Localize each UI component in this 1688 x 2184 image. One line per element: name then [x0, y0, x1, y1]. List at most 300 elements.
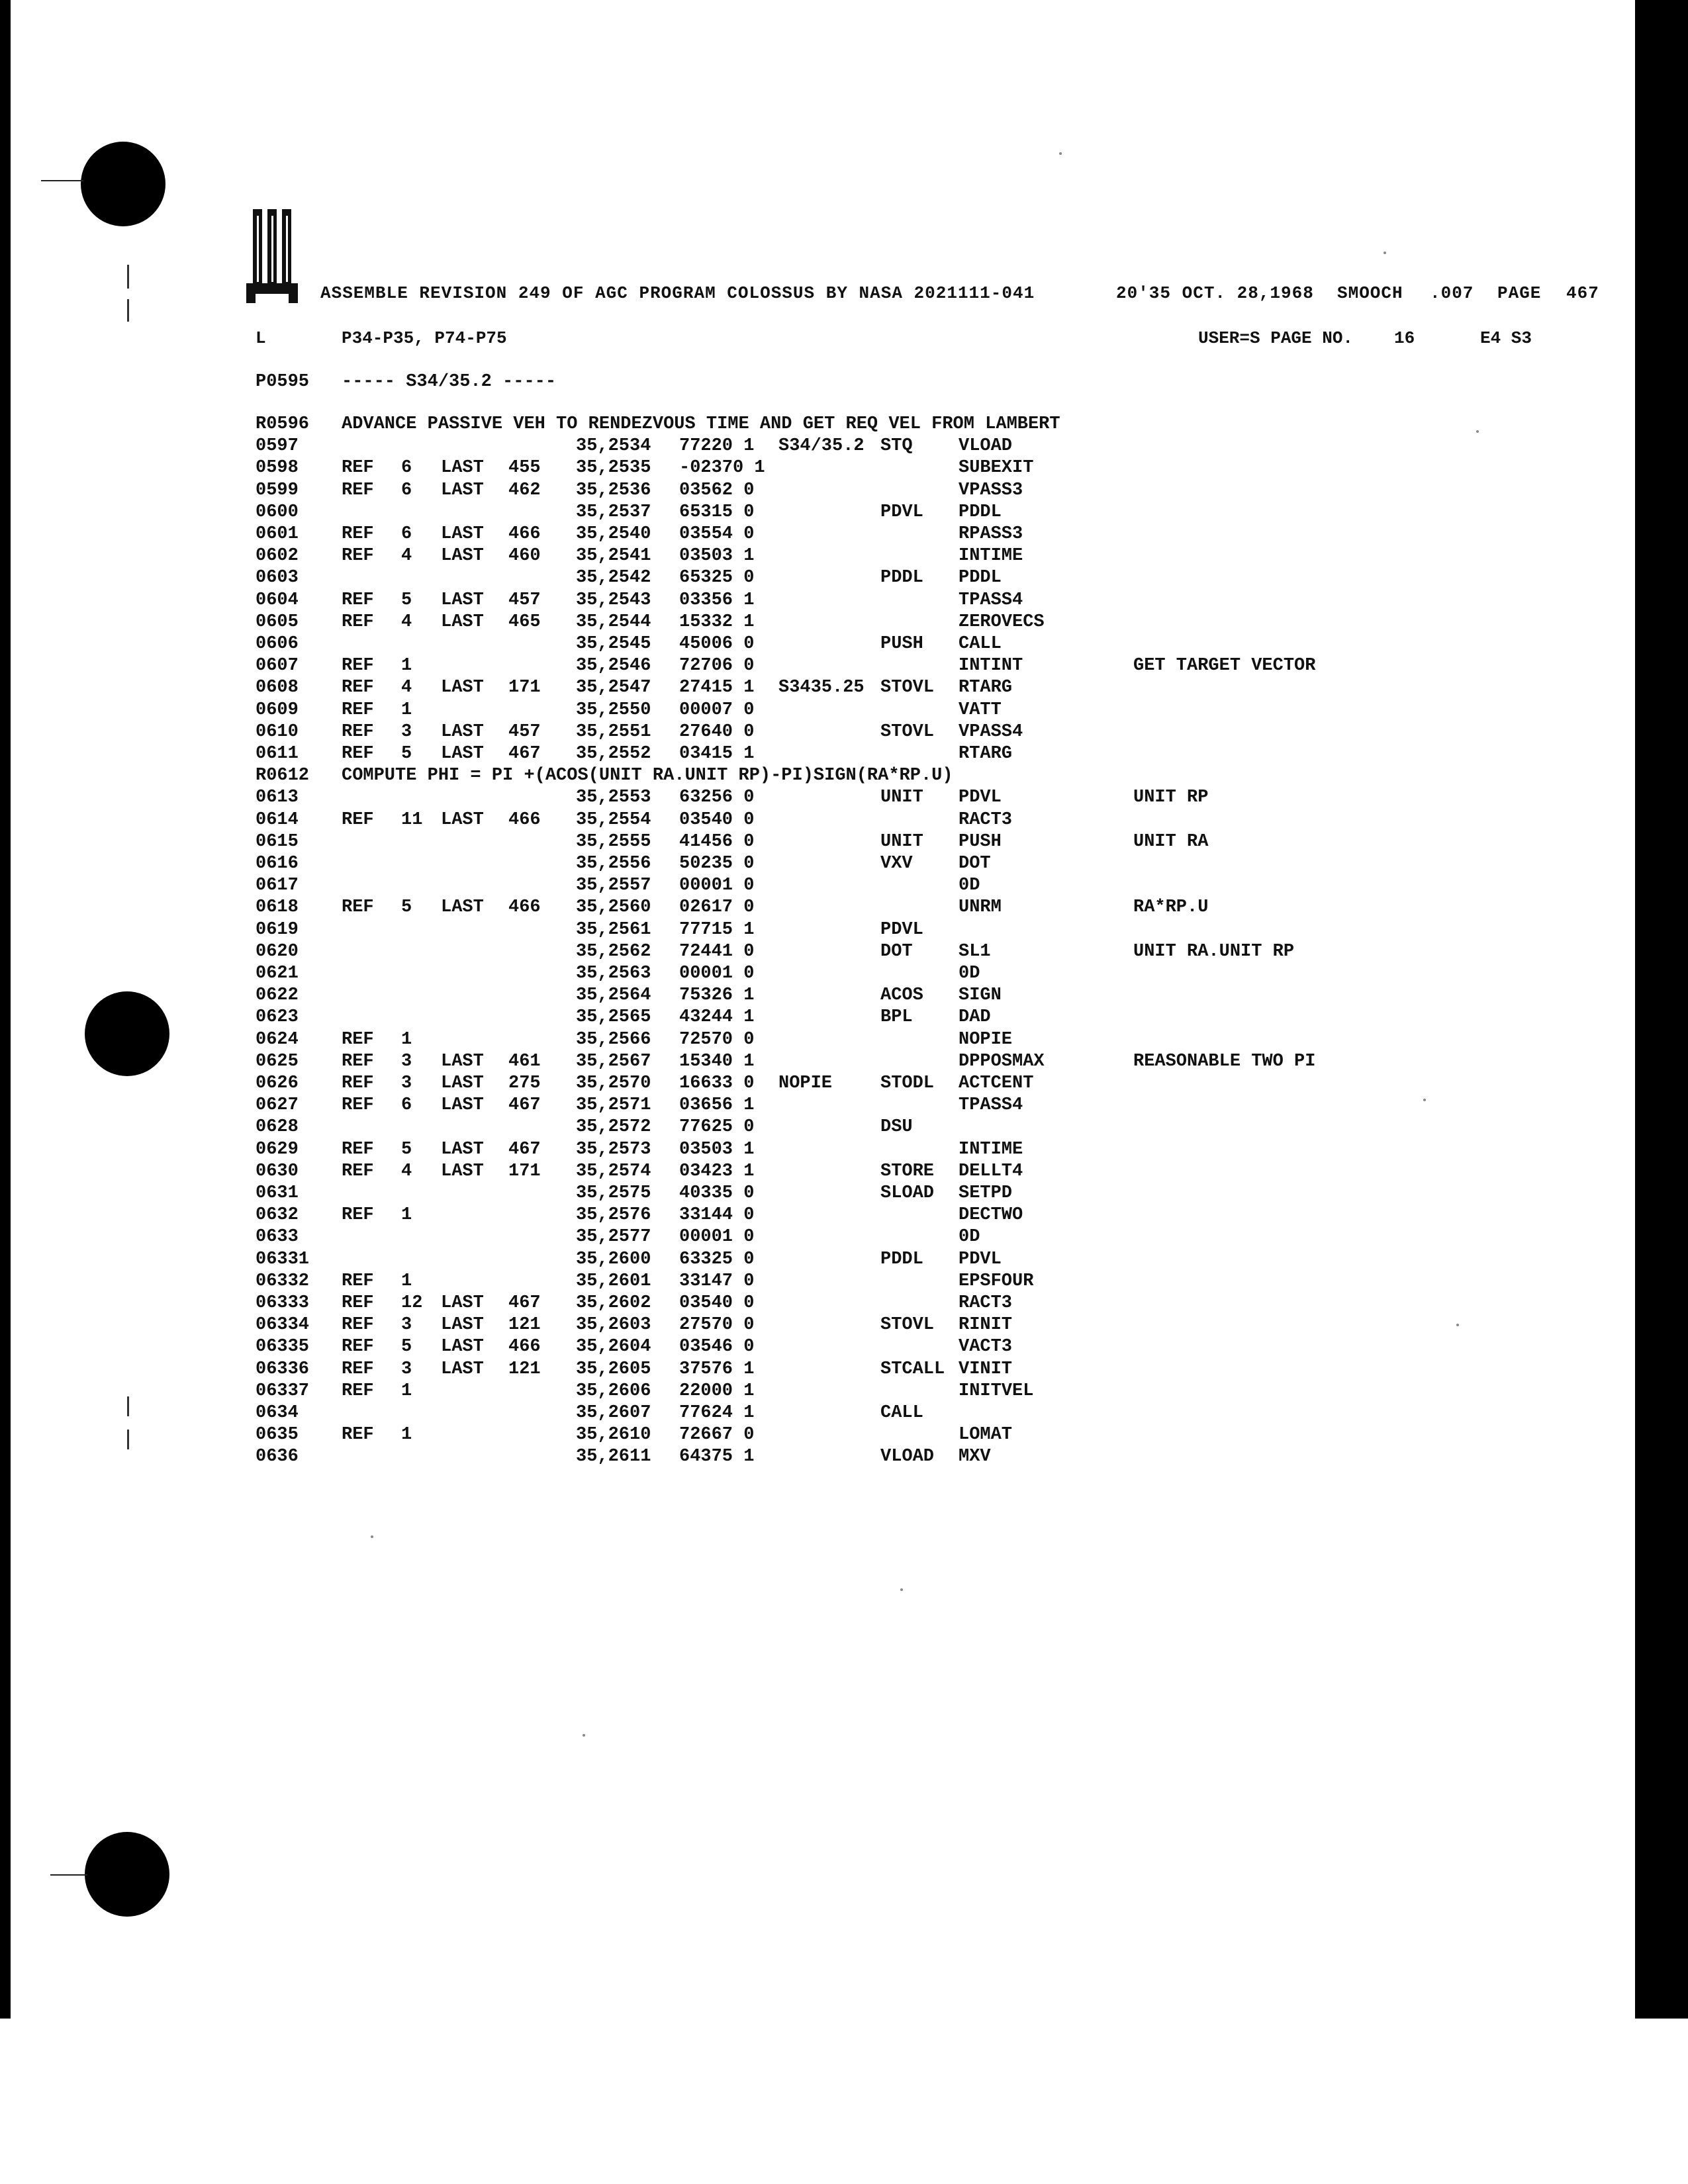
address: 35,2611	[576, 1447, 651, 1467]
address: 35,2604	[576, 1337, 651, 1357]
ref-tag: REF	[342, 678, 374, 698]
ref-count: 6	[401, 458, 412, 478]
ref-count: 1	[401, 700, 412, 720]
address: 35,2606	[576, 1381, 651, 1401]
ref-tag: REF	[342, 1381, 374, 1401]
operand: LOMAT	[959, 1425, 1013, 1445]
address: 35,2564	[576, 985, 651, 1005]
operand: DOT	[959, 854, 991, 874]
octal-code: 03423 1	[679, 1161, 755, 1181]
address: 35,2543	[576, 590, 651, 610]
subheader-line-number: P0595	[256, 372, 310, 392]
operand: INTIME	[959, 546, 1023, 566]
user-page-label: USER=S PAGE NO.	[1198, 328, 1354, 348]
address: 35,2544	[576, 612, 651, 632]
last-tag: LAST	[441, 480, 484, 500]
address: 35,2571	[576, 1095, 651, 1115]
user-page-number: 16	[1394, 328, 1415, 348]
ref-count: 3	[401, 1052, 412, 1071]
ref-count: 4	[401, 612, 412, 632]
statement-label: S34/35.2	[778, 436, 865, 456]
octal-code: 03656 1	[679, 1095, 755, 1115]
line-number: 0613	[256, 788, 299, 807]
address: 35,2567	[576, 1052, 651, 1071]
address: 35,2540	[576, 524, 651, 544]
line-number: 0618	[256, 897, 299, 917]
ref-count: 1	[401, 1271, 412, 1291]
octal-code: 37576 1	[679, 1359, 755, 1379]
ref-tag: REF	[342, 1205, 374, 1225]
opcode: PUSH	[880, 634, 923, 654]
last-page: 467	[508, 1293, 541, 1313]
operand: ZEROVECS	[959, 612, 1045, 632]
line-number: 0621	[256, 964, 299, 983]
line-number: 0607	[256, 656, 299, 676]
ref-count: 6	[401, 480, 412, 500]
ref-count: 5	[401, 897, 412, 917]
line-number: 0600	[256, 502, 299, 522]
comment: COMPUTE PHI = PI +(ACOS(UNIT RA.UNIT RP)-PI)SIGN(RA*RP.U)	[342, 766, 953, 786]
comment: ADVANCE PASSIVE VEH TO RENDEZVOUS TIME AND GET REQ VEL FROM LAMBERT	[342, 414, 1060, 434]
address: 35,2534	[576, 436, 651, 456]
ref-count: 1	[401, 1425, 412, 1445]
octal-code: 00001 0	[679, 1227, 755, 1247]
line-number: 0601	[256, 524, 299, 544]
line-number: 0610	[256, 722, 299, 742]
line-number: 0636	[256, 1447, 299, 1467]
octal-code: 03562 0	[679, 480, 755, 500]
address: 35,2577	[576, 1227, 651, 1247]
last-page: 467	[508, 1140, 541, 1160]
line-number: 0627	[256, 1095, 299, 1115]
line-number: 0629	[256, 1140, 299, 1160]
address: 35,2550	[576, 700, 651, 720]
address: 35,2535	[576, 458, 651, 478]
last-tag: LAST	[441, 1293, 484, 1313]
address: 35,2541	[576, 546, 651, 566]
last-page: 171	[508, 678, 541, 698]
line-number: 06332	[256, 1271, 310, 1291]
octal-code: 72667 0	[679, 1425, 755, 1445]
punch-hole-bottom	[85, 1832, 169, 1917]
ref-count: 6	[401, 1095, 412, 1115]
section-title: P34-P35, P74-P75	[342, 328, 507, 348]
address: 35,2551	[576, 722, 651, 742]
last-tag: LAST	[441, 590, 484, 610]
opcode: STOVL	[880, 678, 935, 698]
line-number: 0632	[256, 1205, 299, 1225]
line-number: 06334	[256, 1315, 310, 1335]
address: 35,2572	[576, 1117, 651, 1137]
ref-tag: REF	[342, 1161, 374, 1181]
line-number: 06331	[256, 1250, 310, 1269]
ref-tag: REF	[342, 722, 374, 742]
last-tag: LAST	[441, 1161, 484, 1181]
operand: SIGN	[959, 985, 1002, 1005]
address: 35,2552	[576, 744, 651, 764]
line-number: R0612	[256, 766, 310, 786]
operand: RACT3	[959, 810, 1013, 830]
address: 35,2573	[576, 1140, 651, 1160]
octal-code: 22000 1	[679, 1381, 755, 1401]
comment: RA*RP.U	[1133, 897, 1209, 917]
address: 35,2556	[576, 854, 651, 874]
comment: UNIT RA.UNIT RP	[1133, 942, 1295, 962]
address: 35,2576	[576, 1205, 651, 1225]
ref-count: 5	[401, 590, 412, 610]
operand: 0D	[959, 1227, 980, 1247]
page-label: PAGE	[1497, 283, 1542, 303]
address: 35,2575	[576, 1183, 651, 1203]
punch-hole-top-mark	[41, 180, 83, 181]
octal-code: 03503 1	[679, 1140, 755, 1160]
last-tag: LAST	[441, 744, 484, 764]
octal-code: 15332 1	[679, 612, 755, 632]
comment: UNIT RP	[1133, 788, 1209, 807]
opcode: DSU	[880, 1117, 913, 1137]
address: 35,2600	[576, 1250, 651, 1269]
operand: RINIT	[959, 1315, 1013, 1335]
operand: DELLT4	[959, 1161, 1023, 1181]
printer-logo-icon	[244, 206, 303, 306]
line-number: 0634	[256, 1403, 299, 1423]
operand: CALL	[959, 634, 1002, 654]
opcode: PDVL	[880, 920, 923, 940]
ref-count: 12	[401, 1293, 423, 1313]
listing-marker: L	[256, 328, 266, 348]
operand: NOPIE	[959, 1030, 1013, 1050]
scan-speck	[1059, 152, 1062, 155]
address: 35,2574	[576, 1161, 651, 1181]
octal-code: 77624 1	[679, 1403, 755, 1423]
margin-mark	[127, 1396, 129, 1416]
last-page: 457	[508, 590, 541, 610]
e4-s3-tag: E4 S3	[1480, 328, 1532, 348]
address: 35,2563	[576, 964, 651, 983]
ref-count: 1	[401, 1381, 412, 1401]
operand: RTARG	[959, 744, 1013, 764]
last-tag: LAST	[441, 1095, 484, 1115]
operand: RTARG	[959, 678, 1013, 698]
ref-tag: REF	[342, 480, 374, 500]
octal-code: 15340 1	[679, 1052, 755, 1071]
line-number: 0635	[256, 1425, 299, 1445]
last-page: 461	[508, 1052, 541, 1071]
operand: INTIME	[959, 1140, 1023, 1160]
operand: DAD	[959, 1007, 991, 1027]
assembly-version: .007	[1430, 283, 1474, 303]
last-tag: LAST	[441, 1337, 484, 1357]
line-number: 0624	[256, 1030, 299, 1050]
operand: VINIT	[959, 1359, 1013, 1379]
opcode: UNIT	[880, 788, 923, 807]
octal-code: 03503 1	[679, 546, 755, 566]
last-page: 121	[508, 1315, 541, 1335]
address: 35,2570	[576, 1073, 651, 1093]
subheader-label: ----- S34/35.2 -----	[342, 372, 557, 392]
ref-count: 6	[401, 524, 412, 544]
ref-tag: REF	[342, 897, 374, 917]
line-number: 0599	[256, 480, 299, 500]
line-number: 0608	[256, 678, 299, 698]
line-number: 0623	[256, 1007, 299, 1027]
ref-tag: REF	[342, 1073, 374, 1093]
octal-code: 45006 0	[679, 634, 755, 654]
ref-count: 3	[401, 1315, 412, 1335]
address: 35,2562	[576, 942, 651, 962]
ref-tag: REF	[342, 1271, 374, 1291]
last-page: 466	[508, 897, 541, 917]
ref-tag: REF	[342, 656, 374, 676]
address: 35,2553	[576, 788, 651, 807]
scan-speck	[583, 1734, 585, 1737]
statement-label: S3435.25	[778, 678, 865, 698]
last-tag: LAST	[441, 722, 484, 742]
comment: GET TARGET VECTOR	[1133, 656, 1316, 676]
last-tag: LAST	[441, 1052, 484, 1071]
operand: PUSH	[959, 832, 1002, 852]
octal-code: 03415 1	[679, 744, 755, 764]
address: 35,2555	[576, 832, 651, 852]
operand: ACTCENT	[959, 1073, 1034, 1093]
line-number: 0605	[256, 612, 299, 632]
last-page: 466	[508, 810, 541, 830]
operand: 0D	[959, 964, 980, 983]
operand: EPSFOUR	[959, 1271, 1034, 1291]
punch-hole-middle	[85, 991, 169, 1076]
address: 35,2561	[576, 920, 651, 940]
octal-code: 03546 0	[679, 1337, 755, 1357]
line-number: 0615	[256, 832, 299, 852]
last-tag: LAST	[441, 546, 484, 566]
line-number: 0597	[256, 436, 299, 456]
line-number: 0619	[256, 920, 299, 940]
line-number: 0604	[256, 590, 299, 610]
octal-code: 27570 0	[679, 1315, 755, 1335]
line-number: 0614	[256, 810, 299, 830]
ref-count: 11	[401, 810, 423, 830]
ref-count: 3	[401, 722, 412, 742]
opcode: STOVL	[880, 1315, 935, 1335]
opcode: SLOAD	[880, 1183, 935, 1203]
last-tag: LAST	[441, 1140, 484, 1160]
ref-tag: REF	[342, 612, 374, 632]
operand: TPASS4	[959, 1095, 1023, 1115]
octal-code: 27640 0	[679, 722, 755, 742]
octal-code: 33147 0	[679, 1271, 755, 1291]
ref-tag: REF	[342, 524, 374, 544]
address: 35,2547	[576, 678, 651, 698]
ref-count: 1	[401, 656, 412, 676]
address: 35,2566	[576, 1030, 651, 1050]
octal-code: 40335 0	[679, 1183, 755, 1203]
scan-speck	[900, 1588, 903, 1591]
operand: VPASS4	[959, 722, 1023, 742]
operand: UNRM	[959, 897, 1002, 917]
opcode: BPL	[880, 1007, 913, 1027]
opcode: STOVL	[880, 722, 935, 742]
scan-speck	[1456, 1324, 1459, 1326]
ref-tag: REF	[342, 1293, 374, 1313]
address: 35,2607	[576, 1403, 651, 1423]
last-page: 457	[508, 722, 541, 742]
opcode: VXV	[880, 854, 913, 874]
assembly-title: ASSEMBLE REVISION 249 OF AGC PROGRAM COLOSSUS BY NASA 2021111-041	[320, 283, 1035, 303]
octal-code: 02617 0	[679, 897, 755, 917]
opcode: STCALL	[880, 1359, 945, 1379]
address: 35,2536	[576, 480, 651, 500]
address: 35,2605	[576, 1359, 651, 1379]
last-page: 466	[508, 524, 541, 544]
ref-tag: REF	[342, 1359, 374, 1379]
ref-count: 3	[401, 1073, 412, 1093]
address: 35,2546	[576, 656, 651, 676]
line-number: R0596	[256, 414, 310, 434]
operand: RACT3	[959, 1293, 1013, 1313]
ref-count: 1	[401, 1030, 412, 1050]
ref-tag: REF	[342, 1052, 374, 1071]
scan-speck	[371, 1535, 373, 1538]
line-number: 0616	[256, 854, 299, 874]
ref-tag: REF	[342, 810, 374, 830]
last-tag: LAST	[441, 897, 484, 917]
operand: TPASS4	[959, 590, 1023, 610]
page-number: 467	[1566, 283, 1599, 303]
octal-code: 43244 1	[679, 1007, 755, 1027]
operand: PDDL	[959, 502, 1002, 522]
comment: REASONABLE TWO PI	[1133, 1052, 1316, 1071]
operand: DECTWO	[959, 1205, 1023, 1225]
address: 35,2602	[576, 1293, 651, 1313]
octal-code: 00007 0	[679, 700, 755, 720]
last-page: 171	[508, 1161, 541, 1181]
line-number: 0611	[256, 744, 299, 764]
address: 35,2610	[576, 1425, 651, 1445]
line-number: 06333	[256, 1293, 310, 1313]
ref-tag: REF	[342, 546, 374, 566]
line-number: 06337	[256, 1381, 310, 1401]
address: 35,2601	[576, 1271, 651, 1291]
assembly-user: SMOOCH	[1337, 283, 1403, 303]
ref-count: 4	[401, 1161, 412, 1181]
assembly-datetime: 20'35 OCT. 28,1968	[1116, 283, 1314, 303]
ref-count: 4	[401, 546, 412, 566]
octal-code: 03540 0	[679, 1293, 755, 1313]
address: 35,2560	[576, 897, 651, 917]
line-number: 06336	[256, 1359, 310, 1379]
last-page: 121	[508, 1359, 541, 1379]
operand: 0D	[959, 876, 980, 895]
octal-code: 77715 1	[679, 920, 755, 940]
operand: SUBEXIT	[959, 458, 1034, 478]
line-number: 0631	[256, 1183, 299, 1203]
last-page: 465	[508, 612, 541, 632]
ref-count: 4	[401, 678, 412, 698]
last-tag: LAST	[441, 810, 484, 830]
ref-tag: REF	[342, 700, 374, 720]
ref-tag: REF	[342, 744, 374, 764]
opcode: STODL	[880, 1073, 935, 1093]
octal-code: 63325 0	[679, 1250, 755, 1269]
punch-hole-top	[81, 142, 165, 226]
octal-code: 77625 0	[679, 1117, 755, 1137]
ref-tag: REF	[342, 590, 374, 610]
line-number: 0617	[256, 876, 299, 895]
line-number: 0622	[256, 985, 299, 1005]
last-page: 275	[508, 1073, 541, 1093]
last-tag: LAST	[441, 458, 484, 478]
address: 35,2542	[576, 568, 651, 588]
opcode: PDVL	[880, 502, 923, 522]
octal-code: 77220 1	[679, 436, 755, 456]
ref-count: 5	[401, 1140, 412, 1160]
opcode: PDDL	[880, 1250, 923, 1269]
operand: PDVL	[959, 788, 1002, 807]
octal-code: 50235 0	[679, 854, 755, 874]
opcode: VLOAD	[880, 1447, 935, 1467]
opcode: CALL	[880, 1403, 923, 1423]
line-number: 06335	[256, 1337, 310, 1357]
operand: INTINT	[959, 656, 1023, 676]
scan-speck	[1383, 251, 1386, 254]
ref-tag: REF	[342, 1140, 374, 1160]
operand: RPASS3	[959, 524, 1023, 544]
line-number: 0630	[256, 1161, 299, 1181]
comment: UNIT RA	[1133, 832, 1209, 852]
last-page: 455	[508, 458, 541, 478]
octal-code: 41456 0	[679, 832, 755, 852]
operand: VATT	[959, 700, 1002, 720]
opcode: DOT	[880, 942, 913, 962]
line-number: 0602	[256, 546, 299, 566]
octal-code: 72706 0	[679, 656, 755, 676]
address: 35,2565	[576, 1007, 651, 1027]
operand: VPASS3	[959, 480, 1023, 500]
address: 35,2554	[576, 810, 651, 830]
scan-speck	[1423, 1099, 1426, 1101]
ref-tag: REF	[342, 1030, 374, 1050]
last-tag: LAST	[441, 1315, 484, 1335]
octal-code: 65325 0	[679, 568, 755, 588]
operand: MXV	[959, 1447, 991, 1467]
octal-code: 16633 0	[679, 1073, 755, 1093]
operand: DPPOSMAX	[959, 1052, 1045, 1071]
octal-code: 00001 0	[679, 964, 755, 983]
margin-mark	[127, 299, 129, 322]
margin-mark	[127, 1430, 129, 1449]
ref-tag: REF	[342, 1095, 374, 1115]
last-page: 462	[508, 480, 541, 500]
line-number: 0620	[256, 942, 299, 962]
ref-tag: REF	[342, 1315, 374, 1335]
operand: SL1	[959, 942, 991, 962]
address: 35,2603	[576, 1315, 651, 1335]
opcode: PDDL	[880, 568, 923, 588]
ref-count: 5	[401, 1337, 412, 1357]
scan-edge-right	[1635, 0, 1688, 2019]
scan-edge-left	[0, 0, 11, 2019]
octal-code: 03540 0	[679, 810, 755, 830]
line-number: 0625	[256, 1052, 299, 1071]
last-page: 460	[508, 546, 541, 566]
last-tag: LAST	[441, 612, 484, 632]
octal-code: 33144 0	[679, 1205, 755, 1225]
statement-label: NOPIE	[778, 1073, 833, 1093]
address: 35,2545	[576, 634, 651, 654]
ref-count: 1	[401, 1205, 412, 1225]
line-number: 0603	[256, 568, 299, 588]
last-page: 466	[508, 1337, 541, 1357]
